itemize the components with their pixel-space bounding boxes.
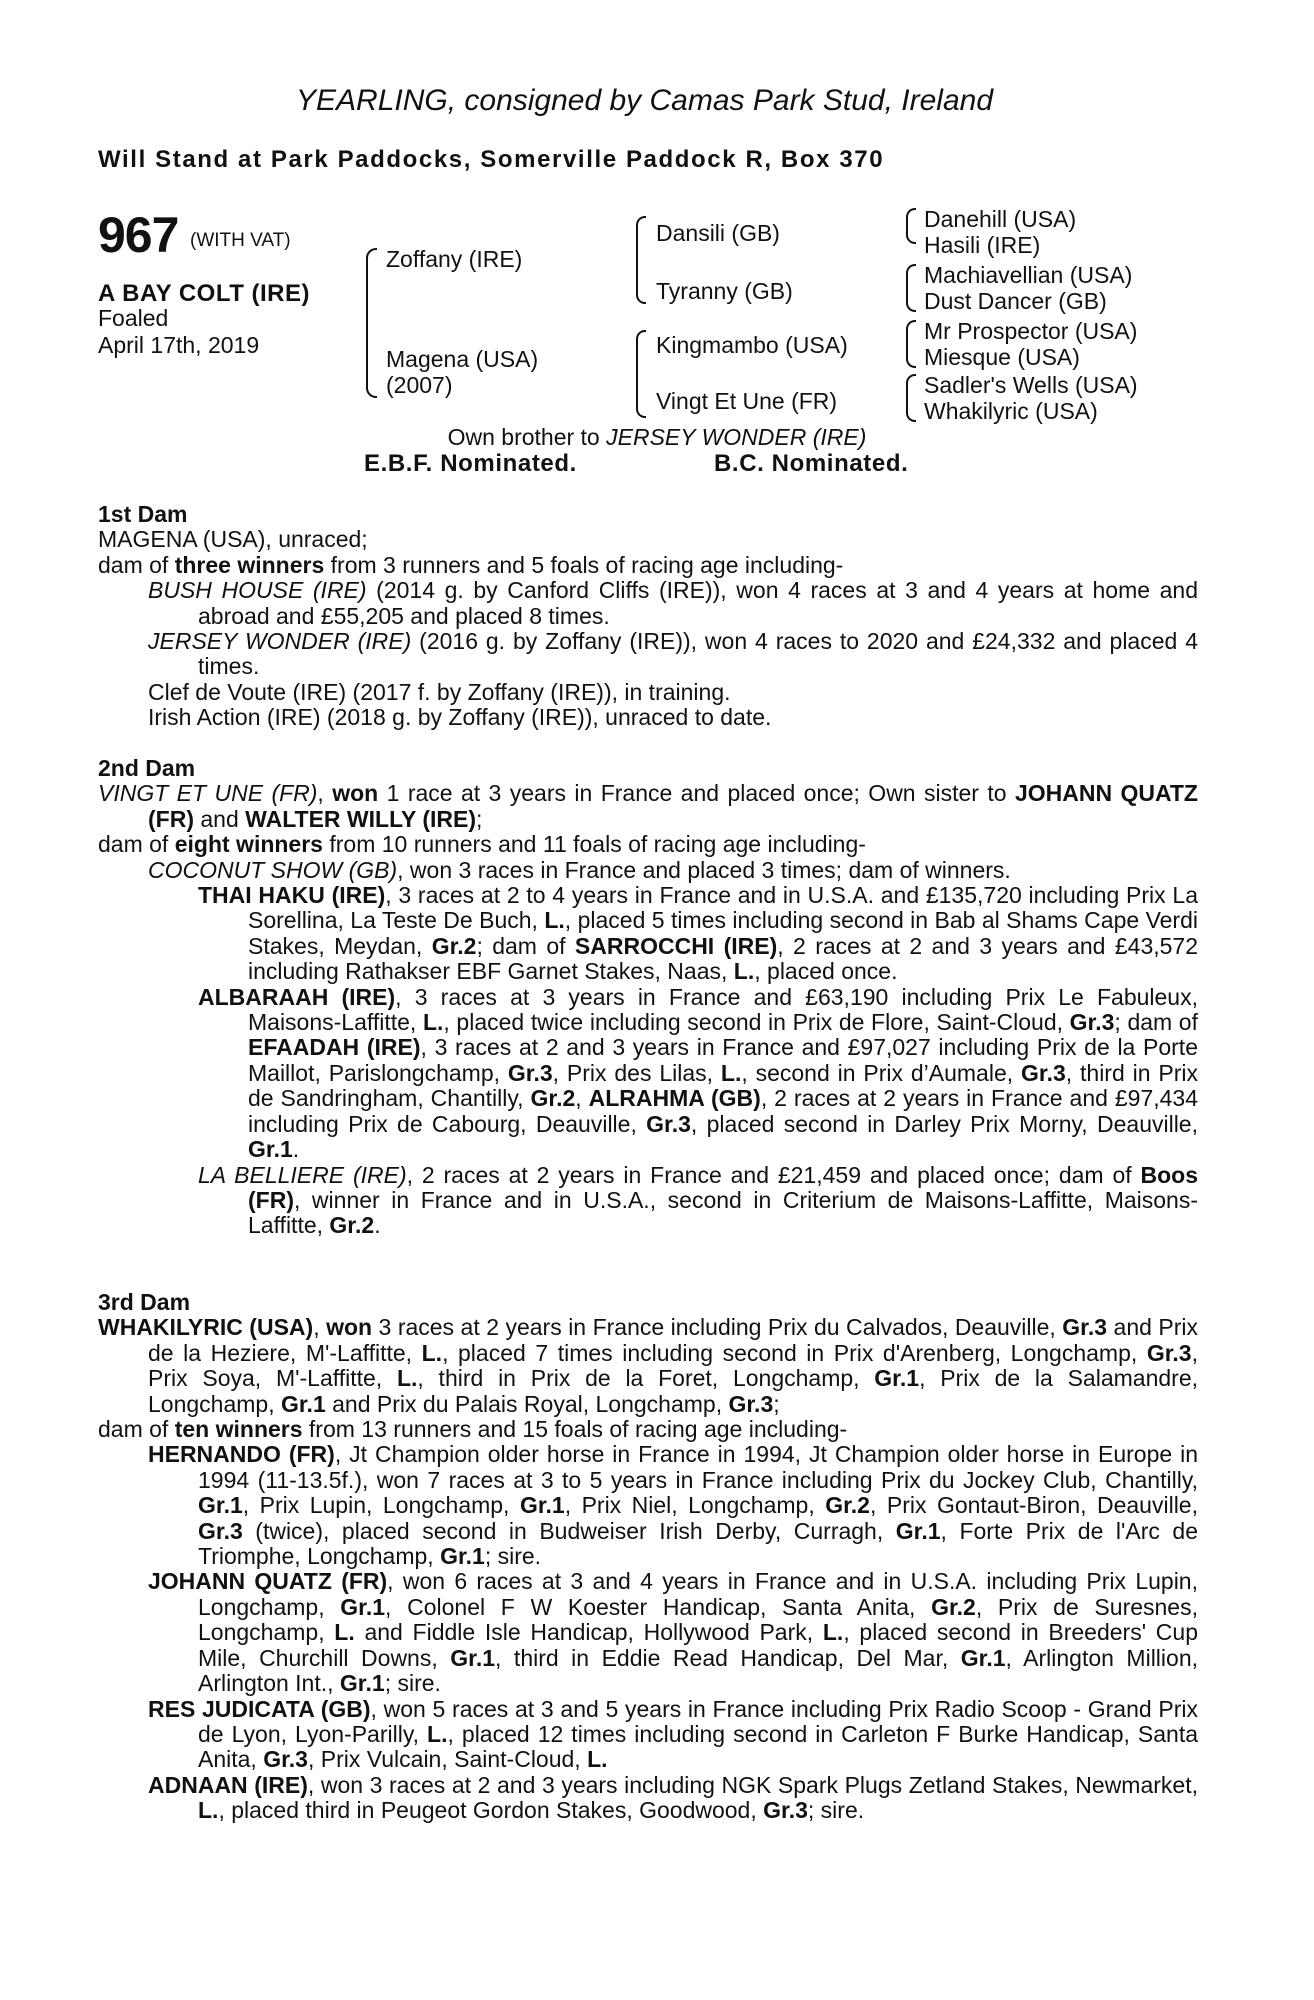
second-dam-section	[98, 756, 1198, 1239]
bc-nominated: B.C. Nominated.	[714, 450, 909, 477]
vat-label: (WITH VAT)	[190, 230, 291, 251]
pedigree-g2: Hasili (IRE)	[924, 232, 1041, 258]
pedigree-g3: Machiavellian (USA)	[924, 262, 1133, 288]
pedigree-sire: Zoffany (IRE)	[386, 246, 523, 272]
pedigree-dam: Magena (USA)	[386, 346, 539, 372]
pedigree-sire-dam: Tyranny (GB)	[656, 278, 793, 304]
second-dam-intro: VINGT ET UNE (FR), won 1 race at 3 years in France and placed once; Own sister to JOHANN QUATZ (FR) and WALTER WILLY (IRE);	[98, 780, 1198, 832]
pedigree-brace-g2	[906, 264, 916, 312]
first-dam-intro: MAGENA (USA), unraced;	[98, 526, 368, 553]
second-dam-produce-item: LA BELLIERE (IRE), 2 races at 2 years in France and £21,459 and placed once; dam of Boos (FR), winner in France and in U.S.A., second in Criterium de Maisons-Laffitte, Maisons-Laffitte, Gr.2.	[198, 1161, 1198, 1239]
lot-number: 967	[98, 207, 179, 263]
pedigree-g4: Dust Dancer (GB)	[924, 288, 1107, 314]
third-dam-produce-summary: dam of ten winners from 13 runners and 15 foals of racing age including-	[98, 1416, 848, 1443]
pedigree-g8: Whakilyric (USA)	[924, 398, 1098, 424]
pedigree-dam-year: (2007)	[386, 372, 453, 398]
pedigree-brace-g1	[906, 208, 916, 244]
first-dam-produce-item: JERSEY WONDER (IRE) (2016 g. by Zoffany (IRE)), won 4 races to 2020 and £24,332 and placed 4 times.	[148, 628, 1198, 680]
third-dam-heading: 3rd Dam	[98, 1289, 191, 1315]
pedigree-brace-dam	[636, 330, 646, 418]
second-dam-produce-item: COCONUT SHOW (GB), won 3 races in France and placed 3 times; dam of winners.	[148, 856, 1011, 883]
pedigree-brace-sire	[636, 216, 646, 304]
second-dam-produce-item: ALBARAAH (IRE), 3 races at 3 years in France and £63,190 including Prix Le Fabuleux, Maisons-Laffitte, L., placed twice including second in Prix de Flore, Saint-Cloud, Gr.3; dam of EFAADAH (IRE), 3 races at 2 and 3 years in France and £97,027 including Prix de la Porte Maillot, Parislongchamp, Gr.3, Prix des Lilas, L., second in Prix d’Aumale, Gr.3, third in Prix de Sandringham, Chantilly, Gr.2, ALRAHMA (GB), 2 races at 2 years in France and £97,434 including Prix de Cabourg, Deauville, Gr.3, placed second in Darley Prix Morny, Deauville, Gr.1.	[198, 983, 1199, 1163]
pedigree-brace-g3	[906, 320, 916, 368]
third-dam-produce-item: HERNANDO (FR), Jt Champion older horse in France in 1994, Jt Champion older horse in Europe in 1994 (11-13.5f.), won 7 races at 3 to 5 years in France including Prix du Jockey Club, Chantilly, Gr.1, Prix Lupin, Longchamp, Gr.1, Prix Niel, Longchamp, Gr.2, Prix Gontaut-Biron, Deauville, Gr.3 (twice), placed second in Budweiser Irish Derby, Curragh, Gr.1, Forte Prix de l'Arc de Triomphe, Longchamp, Gr.1; sire.	[148, 1441, 1198, 1570]
ebf-nominated: E.B.F. Nominated.	[364, 450, 577, 477]
pedigree-dam-dam: Vingt Et Une (FR)	[656, 388, 838, 414]
pedigree-g5: Mr Prospector (USA)	[924, 318, 1138, 344]
third-dam-intro: WHAKILYRIC (USA), won 3 races at 2 years in France including Prix du Calvados, Deauville, Gr.3 and Prix de la Heziere, M'-Laffitte, L., placed 7 times including second in Prix d'Arenberg, Longchamp, Gr.3, Prix Soya, M'-Laffitte, L., third in Prix de la Foret, Longchamp, Gr.1, Prix de la Salamandre, Longchamp, Gr.1 and Prix du Palais Royal, Longchamp, Gr.3;	[98, 1314, 1199, 1417]
pedigree-brace-g4	[906, 374, 916, 422]
pedigree-dam-sire: Kingmambo (USA)	[656, 332, 848, 358]
third-dam-produce-item: JOHANN QUATZ (FR), won 6 races at 3 and 4 years in France and in U.S.A. including Prix Lupin, Longchamp, Gr.1, Colonel F W Koester Handicap, Santa Anita, Gr.2, Prix de Suresnes, Longchamp, L. and Fiddle Isle Handicap, Hollywood Park, L., placed second in Breeders' Cup Mile, Churchill Downs, Gr.1, third in Eddie Read Handicap, Del Mar, Gr.1, Arlington Million, Arlington Int., Gr.1; sire.	[148, 1568, 1199, 1697]
second-dam-produce-summary: dam of eight winners from 10 runners and 11 foals of racing age including-	[98, 831, 866, 858]
first-dam-produce-item: BUSH HOUSE (IRE) (2014 g. by Canford Cliffs (IRE)), won 4 races at 3 and 4 years at home and abroad and £55,205 and placed 8 times.	[148, 577, 1198, 629]
first-dam-heading: 1st Dam	[98, 501, 188, 527]
first-dam-produce-summary: dam of three winners from 3 runners and 5 foals of racing age including-	[98, 551, 844, 578]
first-dam-produce-item: Clef de Voute (IRE) (2017 f. by Zoffany (IRE)), in training.	[148, 678, 731, 705]
foaled-date: April 17th, 2019	[98, 332, 260, 358]
pedigree-g1: Danehill (USA)	[924, 206, 1077, 232]
page-title: YEARLING, consigned by Camas Park Stud, Ireland	[296, 84, 994, 117]
stand-location: Will Stand at Park Paddocks, Somerville Paddock R, Box 370	[98, 146, 885, 173]
third-dam-section	[98, 1290, 1198, 1824]
third-dam-produce-item: RES JUDICATA (GB), won 5 races at 3 and 5 years in France including Prix Radio Scoop - Grand Prix de Lyon, Lyon-Parilly, L., placed 12 times including second in Carleton F Burke Handicap, Santa Anita, Gr.3, Prix Vulcain, Saint-Cloud, L.	[148, 1695, 1198, 1773]
first-dam-produce-item: Irish Action (IRE) (2018 g. by Zoffany (IRE)), unraced to date.	[148, 704, 772, 731]
third-dam-produce-item: ADNAAN (IRE), won 3 races at 2 and 3 years including NGK Spark Plugs Zetland Stakes, Newmarket, L., placed third in Peugeot Gordon Stakes, Goodwood, Gr.3; sire.	[148, 1771, 1198, 1824]
pedigree-sire-sire: Dansili (GB)	[656, 220, 780, 246]
pedigree-g7: Sadler's Wells (USA)	[924, 372, 1138, 398]
first-dam-section	[98, 502, 1198, 731]
own-brother-line	[0, 424, 1314, 451]
pedigree-brace-main	[366, 248, 377, 398]
own-brother-name: JERSEY WONDER (IRE)	[606, 424, 867, 450]
second-dam-produce-item: THAI HAKU (IRE), 3 races at 2 to 4 years in France and in U.S.A. and £135,720 including Prix La Sorellina, La Teste De Buch, L., placed 5 times including second in Bab al Shams Cape Verdi Stakes, Meydan, Gr.2; dam of SARROCCHI (IRE), 2 races at 2 and 3 years and £43,572 including Rathakser EBF Garnet Stakes, Naas, L., placed once.	[198, 882, 1198, 985]
second-dam-heading: 2nd Dam	[98, 755, 196, 781]
own-brother-prefix: Own brother to	[447, 424, 607, 450]
lot-name: A BAY COLT (IRE)	[98, 280, 311, 307]
pedigree-g6: Miesque (USA)	[924, 344, 1080, 370]
foaled-label: Foaled	[98, 305, 169, 331]
